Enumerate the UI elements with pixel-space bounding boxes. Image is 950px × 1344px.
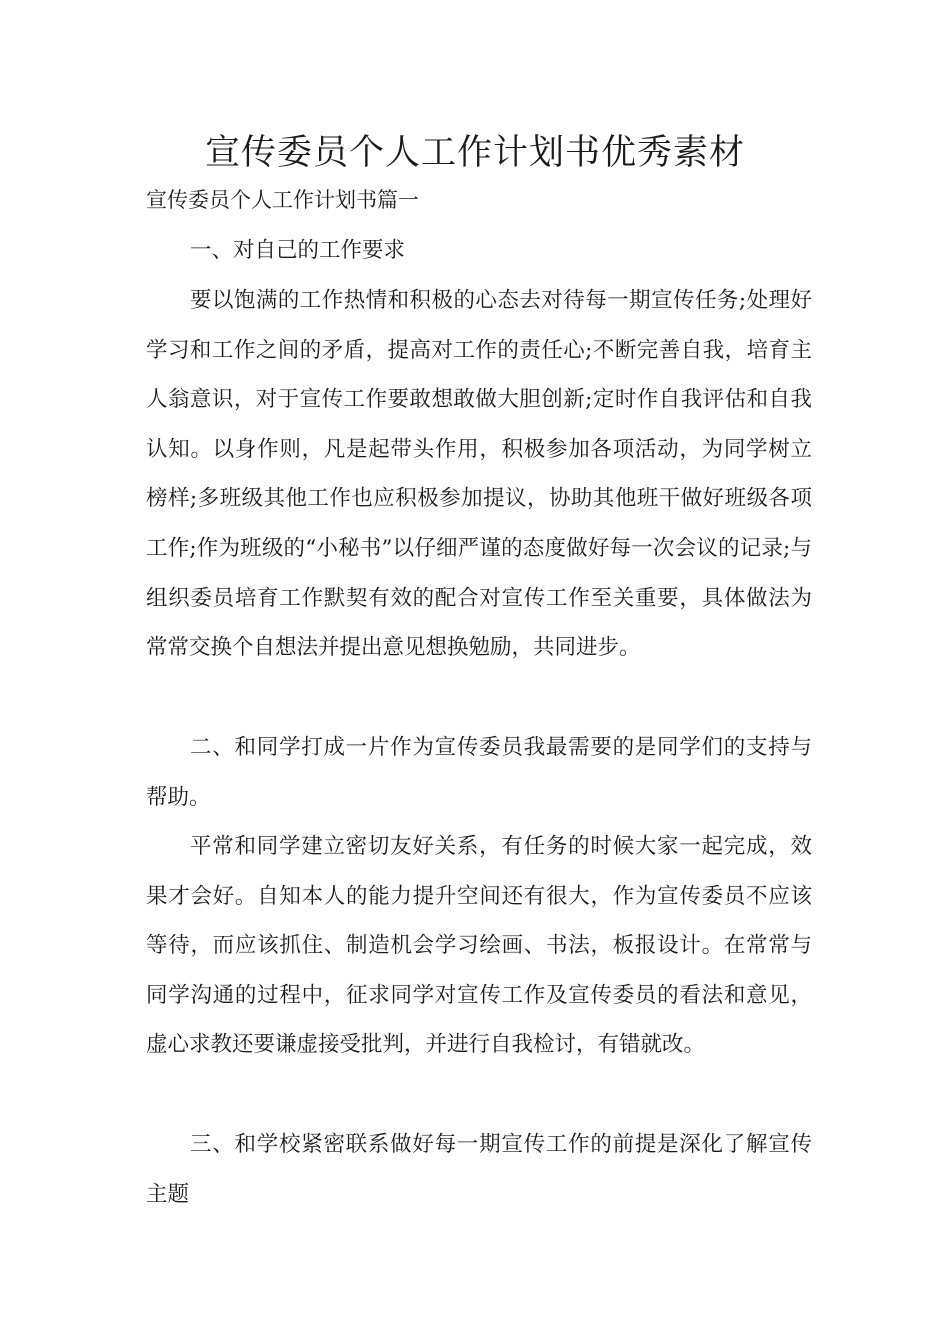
document-title: 宣传委员个人工作计划书优秀素材 (204, 133, 745, 173)
section-3-paragraph: 三、和学校紧密联系做好每一期宣传工作的前提是深化了解宣传主题 (146, 1132, 812, 1207)
paragraph-2: 平常和同学建立密切友好关系，有任务的时候大家一起完成，效果才会好。自知本人的能力提升空间还有很大，作为宣传委员不应该等待，而应该抓住、制造机会学习绘画、书法，板报设计。在常常与同学沟通的过程中，征求同学对宣传工作及宣传委员的看法和意见，虚心求教还要谦虚接受批判，并进行自我检讨，有错就改。 (146, 834, 812, 1058)
section-1-heading: 一、对自己的工作要求 (190, 238, 406, 263)
paragraph-1: 要以饱满的工作热情和积极的心态去对待每一期宣传任务;处理好学习和工作之间的矛盾，提高对工作的责任心;不断完善自我，培育主人翁意识，对于宣传工作要敢想敢做大胆创新;定时作自我评估和自我认知。以身作则，凡是起带头作用，积极参加各项活动，为同学树立榜样;多班级其他工作也应积极参加提议，协助其他班干做好班级各项工作;作为班级的“小秘书”以仔细严谨的态度做好每一次会议的记录;与组织委员培育工作默契有效的配合对宣传工作至关重要，具体做法为常常交换个自想法并提出意见想换勉励，共同进步。 (146, 288, 812, 661)
section-2-paragraph: 二、和同学打成一片作为宣传委员我最需要的是同学们的支持与帮助。 (146, 735, 812, 810)
document-subtitle: 宣传委员个人工作计划书篇一 (146, 188, 419, 212)
